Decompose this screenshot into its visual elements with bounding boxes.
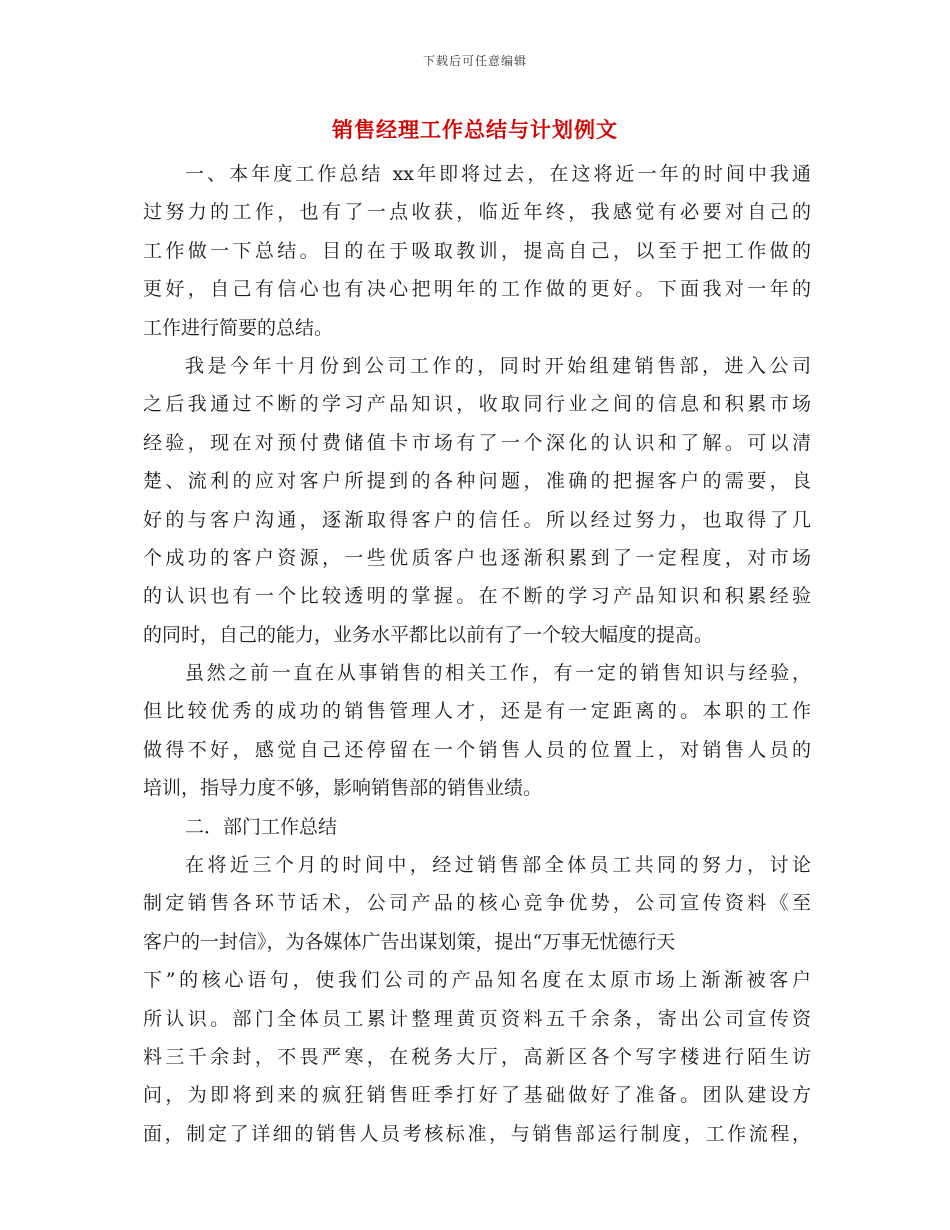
- text-line: 问，为即将到来的疯狂销售旺季打好了基础做好了准备。团队建设方: [143, 1084, 811, 1107]
- text-line: 客户的一封信》，为各媒体广告出谋划策，提出“万事无忧德行天: [143, 930, 676, 953]
- text-line: 在将近三个月的时间中，经过销售部全体员工共同的努力，讨论: [185, 854, 811, 877]
- text-line: 做得不好，感觉自己还停留在一个销售人员的位置上，对销售人员的: [143, 738, 811, 761]
- text-line: 的认识也有一个比较透明的掌握。在不断的学习产品知识和积累经验: [143, 585, 811, 608]
- text-line: 料三千余封，不畏严寒，在税务大厅，高新区各个写字楼进行陌生访: [143, 1045, 811, 1068]
- text-line: 制定销售各环节话术，公司产品的核心竞争优势，公司宣传资料《至: [143, 892, 811, 915]
- document-title: 销售经理工作总结与计划例文: [332, 117, 618, 142]
- text-line: 面，制定了详细的销售人员考核标准，与销售部运行制度，工作流程，: [143, 1122, 811, 1145]
- text-line: 好的与客户沟通，逐渐取得客户的信任。所以经过努力，也取得了几: [143, 508, 811, 531]
- text-line: 过努力的工作，也有了一点收获，临近年终，我感觉有必要对自己的: [143, 201, 811, 224]
- text-line: 我是今年十月份到公司工作的，同时开始组建销售部，进入公司: [185, 354, 811, 377]
- text-line: 更好，自己有信心也有决心把明年的工作做的更好。下面我对一年的: [143, 278, 811, 301]
- text-line: 培训，指导力度不够，影响销售部的销售业绩。: [143, 777, 543, 800]
- text-line: 楚、流利的应对客户所提到的各种问题，准确的把握客户的需要，良: [143, 470, 811, 493]
- text-line: 工作做一下总结。目的在于吸取教训，提高自己，以至于把工作做的: [143, 239, 811, 262]
- text-line: 所认识。部门全体员工累计整理黄页资料五千余条，寄出公司宣传资: [143, 1007, 811, 1030]
- text-line: 一、本年度工作总结 xx年即将过去，在这将近一年的时间中我通: [185, 163, 811, 185]
- text-line: 二．部门工作总结: [185, 815, 338, 838]
- text-line: 虽然之前一直在从事销售的相关工作，有一定的销售知识与经验，: [185, 662, 811, 685]
- text-line: 的同时，自己的能力，业务水平都比以前有了一个较大幅度的提高。: [143, 623, 714, 646]
- page-header-note: 下载后可任意编辑: [422, 54, 527, 68]
- text-line: 工作进行简要的总结。: [143, 316, 334, 339]
- text-line: 但比较优秀的成功的销售管理人才，还是有一定距离的。本职的工作: [143, 700, 811, 723]
- text-line: 经验，现在对预付费储值卡市场有了一个深化的认识和了解。可以清: [143, 431, 811, 454]
- document-body: [143, 155, 811, 1153]
- text-line: 个成功的客户资源，一些优质客户也逐渐积累到了一定程度，对市场: [143, 546, 811, 569]
- text-line: 下”的核心语句，使我们公司的产品知名度在太原市场上渐渐被客户: [143, 969, 811, 992]
- text-line: 之后我通过不断的学习产品知识，收取同行业之间的信息和积累市场: [143, 393, 811, 416]
